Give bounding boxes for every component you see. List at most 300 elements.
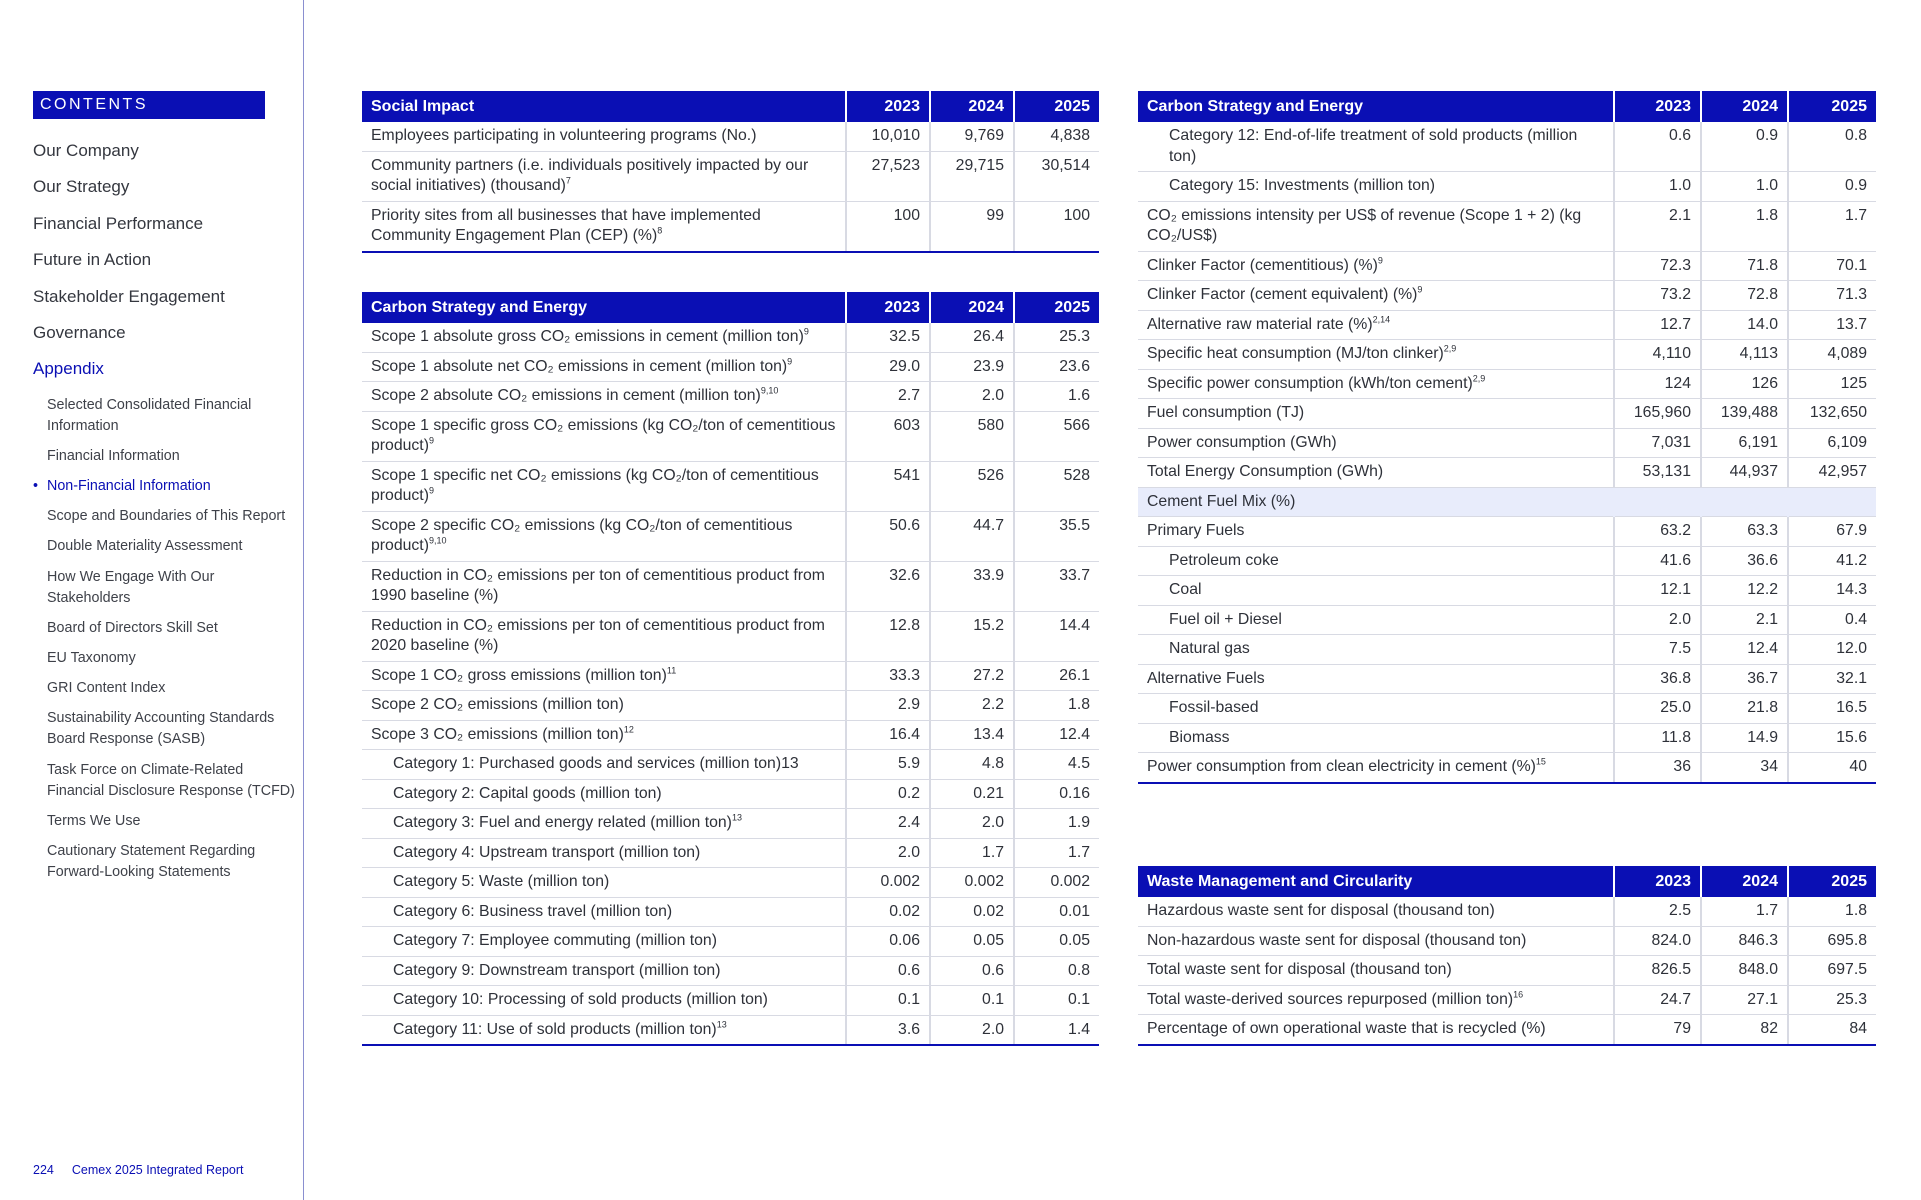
table-row <box>362 611 1099 661</box>
table-row <box>1138 517 1876 547</box>
value-2025: 26.1 <box>1014 661 1099 691</box>
value-2024: 99 <box>930 201 1014 252</box>
metric-label-text: Scope 2 CO₂ emissions (million ton) <box>371 696 624 713</box>
value-2023: 25.0 <box>1614 694 1701 724</box>
sidebar <box>0 0 304 1200</box>
value-2023: 29.0 <box>846 352 930 382</box>
value-2024: 0.05 <box>930 927 1014 957</box>
value-2023: 53,131 <box>1614 458 1701 488</box>
metric-label-text: Community partners (i.e. individuals positively impacted by our social initiatives) (thousand) <box>371 156 809 194</box>
value-2025: 15.6 <box>1788 723 1876 753</box>
footnote-ref: 9 <box>428 435 434 446</box>
table-row <box>362 151 1099 201</box>
value-2023: 824.0 <box>1614 926 1701 956</box>
value-2023: 0.06 <box>846 927 930 957</box>
value-2024: 36.6 <box>1701 546 1788 576</box>
table-title: Carbon Strategy and Energy <box>362 292 846 323</box>
table-row <box>1138 369 1876 399</box>
metric-label-text: Primary Fuels <box>1147 522 1245 539</box>
table-header-row <box>1138 866 1876 897</box>
table-header-row <box>362 292 1099 323</box>
metric-label-text: Fossil-based <box>1169 699 1259 716</box>
metric-label <box>1138 753 1614 783</box>
value-2024 <box>1701 487 1788 517</box>
metric-label <box>1138 281 1614 311</box>
table-row <box>1138 201 1876 251</box>
nav-our-company[interactable]: Our Company <box>33 141 139 160</box>
metric-label <box>362 838 846 868</box>
value-2024: 14.0 <box>1701 310 1788 340</box>
value-2023: 63.2 <box>1614 517 1701 547</box>
nav-governance[interactable]: Governance <box>33 322 126 342</box>
metric-label <box>362 661 846 691</box>
metric-label-text: Category 6: Business travel (million ton) <box>393 902 673 920</box>
table-row <box>1138 664 1876 694</box>
value-2025: 33.7 <box>1014 561 1099 611</box>
table-row <box>362 868 1099 898</box>
metric-label <box>1138 487 1614 517</box>
metric-label-text: Clinker Factor (cement equivalent) (%) <box>1147 286 1418 303</box>
table-row <box>362 382 1099 412</box>
table-row <box>362 561 1099 611</box>
year-header: 2024 <box>930 292 1014 323</box>
metric-label-text: Scope 1 CO₂ gross emissions (million ton) <box>371 666 667 684</box>
year-header: 2025 <box>1788 866 1876 897</box>
value-2023: 7,031 <box>1614 428 1701 458</box>
value-2023: 2.0 <box>846 838 930 868</box>
value-2024: 13.4 <box>930 720 1014 750</box>
social-impact-table <box>362 91 1099 253</box>
table-title: Waste Management and Circularity <box>1138 866 1614 897</box>
value-2023: 0.02 <box>846 897 930 927</box>
value-2024: 27.2 <box>930 661 1014 691</box>
value-2024: 0.1 <box>930 986 1014 1016</box>
metric-label <box>362 461 846 511</box>
metric-label-text: Hazardous waste sent for disposal (thousand ton) <box>1147 902 1495 919</box>
value-2025: 14.4 <box>1014 611 1099 661</box>
value-2024: 9,769 <box>930 122 1014 151</box>
value-2025: 35.5 <box>1014 511 1099 561</box>
metric-label-text: Specific power consumption (kWh/ton cement) <box>1147 374 1473 392</box>
table-row <box>1138 635 1876 665</box>
value-2023: 124 <box>1614 369 1701 399</box>
table-row <box>362 122 1099 151</box>
year-header: 2025 <box>1014 91 1099 122</box>
value-2024: 44.7 <box>930 511 1014 561</box>
value-2023: 73.2 <box>1614 281 1701 311</box>
value-2023: 2.9 <box>846 691 930 721</box>
table-row <box>362 927 1099 957</box>
nav-appendix[interactable]: Appendix <box>33 359 104 379</box>
value-2025: 566 <box>1014 411 1099 461</box>
value-2023: 32.5 <box>846 323 930 352</box>
value-2023: 7.5 <box>1614 635 1701 665</box>
nav-board-skill-set[interactable]: Board of Directors Skill Set <box>47 619 218 636</box>
table-row <box>362 691 1099 721</box>
table-row <box>1138 753 1876 783</box>
table-row <box>362 411 1099 461</box>
metric-label <box>1138 897 1614 926</box>
metric-label <box>362 611 846 661</box>
metric-label <box>362 561 846 611</box>
value-2025: 1.7 <box>1014 838 1099 868</box>
table-header-row <box>1138 91 1876 122</box>
value-2024: 14.9 <box>1701 723 1788 753</box>
value-2023: 1.0 <box>1614 172 1701 202</box>
table-row <box>1138 723 1876 753</box>
nav-terms-we-use[interactable]: Terms We Use <box>47 812 141 829</box>
metric-label-text: Coal <box>1169 581 1202 598</box>
value-2023: 12.1 <box>1614 576 1701 606</box>
value-2023: 79 <box>1614 1015 1701 1045</box>
value-2023: 3.6 <box>846 1015 930 1045</box>
metric-label <box>1138 340 1614 370</box>
value-2025: 4.5 <box>1014 750 1099 780</box>
metric-label <box>362 986 846 1016</box>
metric-label <box>362 411 846 461</box>
table-row <box>1138 428 1876 458</box>
metric-label <box>362 809 846 839</box>
value-2024: 848.0 <box>1701 956 1788 986</box>
table-row <box>362 956 1099 986</box>
metric-label <box>362 750 846 780</box>
value-2025: 13.7 <box>1788 310 1876 340</box>
year-header: 2023 <box>846 91 930 122</box>
value-2024: 63.3 <box>1701 517 1788 547</box>
nav-cautionary-statement[interactable]: Cautionary Statement Regarding Forward-Looking Statements <box>47 842 256 880</box>
value-2024: 139,488 <box>1701 399 1788 429</box>
metric-label <box>1138 517 1614 547</box>
nav-double-materiality-assessment[interactable]: Double Materiality Assessment <box>47 538 243 555</box>
metric-label-text: Scope 1 absolute net CO₂ emissions in cement (million ton) <box>371 357 788 375</box>
nav-financial-information[interactable]: Financial Information <box>47 447 180 464</box>
metric-label-text: Specific heat consumption (MJ/ton clinker) <box>1147 345 1444 362</box>
metric-label-text: Percentage of own operational waste that is recycled (%) <box>1147 1020 1546 1037</box>
year-header: 2024 <box>1701 91 1788 122</box>
year-header: 2024 <box>930 91 1014 122</box>
value-2024: 6,191 <box>1701 428 1788 458</box>
metric-label <box>362 1015 846 1045</box>
table-row <box>362 323 1099 352</box>
metric-label-text: Category 2: Capital goods (million ton) <box>393 784 662 802</box>
value-2023: 2.1 <box>1614 201 1701 251</box>
value-2023: 36 <box>1614 753 1701 783</box>
metric-label <box>362 352 846 382</box>
value-2025: 0.16 <box>1014 779 1099 809</box>
metric-label-text: Category 11: Use of sold products (million ton) <box>393 1020 717 1038</box>
metric-label-text: Category 15: Investments (million ton) <box>1169 177 1436 194</box>
value-2025: 1.6 <box>1014 382 1099 412</box>
metric-label <box>1138 723 1614 753</box>
metric-label <box>362 956 846 986</box>
value-2025: 697.5 <box>1788 956 1876 986</box>
value-2023: 32.6 <box>846 561 930 611</box>
table-row <box>362 750 1099 780</box>
metric-label-text: Biomass <box>1169 728 1230 746</box>
nav-selected-consolidated-financial-information[interactable]: Selected Consolidated Financial Information <box>47 396 252 434</box>
value-2023: 2.7 <box>846 382 930 412</box>
year-header: 2023 <box>846 292 930 323</box>
value-2023: 826.5 <box>1614 956 1701 986</box>
value-2025: 1.8 <box>1014 691 1099 721</box>
value-2025 <box>1788 487 1876 517</box>
value-2025: 0.05 <box>1014 927 1099 957</box>
metric-label-text: Reduction in CO₂ emissions per ton of cementitious product from 1990 baseline (%) <box>371 566 825 604</box>
metric-label-text: Category 10: Processing of sold products (million ton) <box>393 991 768 1008</box>
report-name: Cemex 2025 Integrated Report <box>71 1163 244 1177</box>
metric-label <box>362 779 846 809</box>
value-2025: 100 <box>1014 201 1099 252</box>
footnote-ref: 2,9 <box>1472 373 1486 384</box>
table-row <box>362 809 1099 839</box>
value-2024: 33.9 <box>930 561 1014 611</box>
value-2024: 0.02 <box>930 897 1014 927</box>
value-2024: 71.8 <box>1701 251 1788 281</box>
value-2025: 40 <box>1788 753 1876 783</box>
footnote-ref: 9 <box>803 326 809 337</box>
metric-label <box>362 868 846 898</box>
current-page-bullet-icon: • <box>33 478 39 495</box>
value-2023: 24.7 <box>1614 985 1701 1015</box>
table-row <box>362 779 1099 809</box>
value-2023: 10,010 <box>846 122 930 151</box>
carbon-strategy-table-right <box>1138 91 1876 784</box>
metric-label-text: Scope 2 specific CO₂ emissions (kg CO₂/ton of cementitious product) <box>371 516 793 554</box>
value-2025: 12.0 <box>1788 635 1876 665</box>
table-row <box>1138 172 1876 202</box>
footnote-ref: 12 <box>623 724 634 735</box>
table-row <box>362 352 1099 382</box>
metric-label-text: Scope 3 CO₂ emissions (million ton) <box>371 725 624 743</box>
table-row <box>1138 487 1876 517</box>
value-2024: 2.0 <box>930 809 1014 839</box>
value-2023: 0.6 <box>1614 122 1701 172</box>
table-row <box>362 838 1099 868</box>
table-row <box>1138 926 1876 956</box>
footnote-ref: 11 <box>666 665 677 676</box>
value-2025: 25.3 <box>1788 985 1876 1015</box>
value-2025: 695.8 <box>1788 926 1876 956</box>
nav-how-we-engage[interactable]: How We Engage With Our Stakeholders <box>47 568 215 606</box>
value-2025: 14.3 <box>1788 576 1876 606</box>
metric-label-text: Category 9: Downstream transport (million ton) <box>393 961 721 979</box>
table-row <box>1138 694 1876 724</box>
value-2024: 21.8 <box>1701 694 1788 724</box>
nav-non-financial-information[interactable]: • Non-Financial Information <box>33 476 298 497</box>
metric-label-text: Alternative Fuels <box>1147 669 1265 687</box>
metric-label <box>1138 251 1614 281</box>
value-2023: 2.0 <box>1614 605 1701 635</box>
footnote-ref: 13 <box>731 812 742 823</box>
metric-label <box>1138 122 1614 172</box>
metric-label <box>362 323 846 352</box>
page-footer <box>33 1163 262 1177</box>
value-2023: 2.4 <box>846 809 930 839</box>
value-2025: 528 <box>1014 461 1099 511</box>
metric-label <box>362 897 846 927</box>
value-2025: 0.8 <box>1014 956 1099 986</box>
metric-label <box>1138 956 1614 986</box>
value-2023: 5.9 <box>846 750 930 780</box>
value-2024: 4,113 <box>1701 340 1788 370</box>
nav-future-in-action[interactable]: Future in Action <box>33 250 152 270</box>
nav-sasb[interactable]: Sustainability Accounting Standards Board Response (SASB) <box>47 710 275 748</box>
metric-label-text: Total Energy Consumption (GWh) <box>1147 463 1384 480</box>
metric-label-text: Non-hazardous waste sent for disposal (thousand ton) <box>1147 931 1527 949</box>
value-2023: 41.6 <box>1614 546 1701 576</box>
value-2023: 165,960 <box>1614 399 1701 429</box>
value-2024: 4.8 <box>930 750 1014 780</box>
metric-label <box>1138 576 1614 606</box>
metric-label <box>362 151 846 201</box>
year-header: 2024 <box>1701 866 1788 897</box>
value-2025: 125 <box>1788 369 1876 399</box>
footnote-ref: 9,10 <box>428 535 447 546</box>
value-2024: 26.4 <box>930 323 1014 352</box>
value-2023: 0.002 <box>846 868 930 898</box>
table-row <box>1138 956 1876 986</box>
metric-label <box>1138 694 1614 724</box>
metric-label-text: Employees participating in volunteering programs (No.) <box>371 127 757 144</box>
footnote-ref: 9 <box>1377 255 1383 266</box>
value-2025: 42,957 <box>1788 458 1876 488</box>
nav-tcfd[interactable]: Task Force on Climate-Related Financial Disclosure Response (TCFD) <box>47 761 295 799</box>
metric-label <box>1138 985 1614 1015</box>
footnote-ref: 9 <box>1417 284 1423 295</box>
table-row <box>1138 897 1876 926</box>
metric-label <box>1138 458 1614 488</box>
table-row <box>1138 605 1876 635</box>
value-2023: 0.2 <box>846 779 930 809</box>
value-2023: 11.8 <box>1614 723 1701 753</box>
metric-label <box>362 720 846 750</box>
metric-label-text: Cement Fuel Mix (%) <box>1147 492 1296 510</box>
metric-label-text: Category 4: Upstream transport (million ton) <box>393 843 701 861</box>
table-row <box>1138 546 1876 576</box>
table-row <box>362 661 1099 691</box>
value-2025: 4,089 <box>1788 340 1876 370</box>
value-2024: 29,715 <box>930 151 1014 201</box>
value-2024: 0.6 <box>930 956 1014 986</box>
value-2024: 12.2 <box>1701 576 1788 606</box>
metric-label-text: Category 12: End-of-life treatment of sold products (million ton) <box>1169 127 1578 165</box>
footnote-ref: 9 <box>428 485 434 496</box>
metric-label-text: Category 7: Employee commuting (million ton) <box>393 932 717 949</box>
nav-eu-taxonomy[interactable]: EU Taxonomy <box>47 650 136 667</box>
value-2025: 84 <box>1788 1015 1876 1045</box>
value-2023: 100 <box>846 201 930 252</box>
metric-label-text: Natural gas <box>1169 640 1250 657</box>
nav-scope-and-boundaries[interactable]: Scope and Boundaries of This Report <box>47 508 286 525</box>
table-row <box>1138 985 1876 1015</box>
value-2025: 25.3 <box>1014 323 1099 352</box>
value-2023: 12.8 <box>846 611 930 661</box>
metric-label-text: Scope 2 absolute CO₂ emissions in cement (million ton) <box>371 387 761 404</box>
metric-label-text: Alternative raw material rate (%) <box>1147 315 1373 333</box>
value-2023 <box>1614 487 1701 517</box>
metric-label <box>362 201 846 252</box>
value-2023: 72.3 <box>1614 251 1701 281</box>
metric-label-text: Scope 1 specific gross CO₂ emissions (kg CO₂/ton of cementitious product) <box>371 416 836 454</box>
footnote-ref: 9 <box>787 356 793 367</box>
table-row <box>1138 340 1876 370</box>
metric-label-text: Total waste-derived sources repurposed (million ton) <box>1147 990 1514 1008</box>
value-2023: 541 <box>846 461 930 511</box>
nav-financial-performance[interactable]: Financial Performance <box>33 213 204 233</box>
contents-header: CONTENTS <box>33 91 265 119</box>
metric-label-text: Fuel oil + Diesel <box>1169 610 1282 628</box>
page-number: 224 <box>33 1163 54 1177</box>
value-2025: 70.1 <box>1788 251 1876 281</box>
value-2025: 71.3 <box>1788 281 1876 311</box>
nav-stakeholder-engagement[interactable]: Stakeholder Engagement <box>33 286 225 306</box>
value-2025: 1.4 <box>1014 1015 1099 1045</box>
value-2024: 27.1 <box>1701 985 1788 1015</box>
value-2025: 0.1 <box>1014 986 1099 1016</box>
value-2024: 2.0 <box>930 382 1014 412</box>
value-2024: 0.21 <box>930 779 1014 809</box>
year-header: 2023 <box>1614 91 1701 122</box>
value-2024: 2.2 <box>930 691 1014 721</box>
footnote-ref: 13 <box>716 1019 727 1030</box>
value-2023: 12.7 <box>1614 310 1701 340</box>
value-2024: 82 <box>1701 1015 1788 1045</box>
table-row <box>1138 281 1876 311</box>
carbon-strategy-table-left <box>362 292 1099 1046</box>
value-2025: 41.2 <box>1788 546 1876 576</box>
metric-label <box>362 927 846 957</box>
nav-our-strategy[interactable]: Our Strategy <box>33 177 130 197</box>
value-2025: 0.9 <box>1788 172 1876 202</box>
value-2024: 12.4 <box>1701 635 1788 665</box>
metric-label <box>1138 310 1614 340</box>
value-2024: 2.0 <box>930 1015 1014 1045</box>
table-row <box>1138 1015 1876 1045</box>
value-2023: 2.5 <box>1614 897 1701 926</box>
metric-label-text: Fuel consumption (TJ) <box>1147 404 1305 421</box>
metric-label <box>1138 1015 1614 1045</box>
metric-label <box>362 511 846 561</box>
metric-label-text: Scope 1 absolute gross CO₂ emissions in cement (million ton) <box>371 328 804 345</box>
value-2025: 12.4 <box>1014 720 1099 750</box>
value-2024: 0.002 <box>930 868 1014 898</box>
footnote-ref: 7 <box>565 175 571 186</box>
value-2023: 36.8 <box>1614 664 1701 694</box>
table-row <box>1138 576 1876 606</box>
table-row <box>362 1015 1099 1045</box>
metric-label <box>1138 369 1614 399</box>
metric-label-text: CO₂ emissions intensity per US$ of revenue (Scope 1 + 2) (kg CO₂/US$) <box>1147 206 1582 244</box>
table-row <box>362 201 1099 252</box>
nav-gri-content-index[interactable]: GRI Content Index <box>47 680 166 697</box>
metric-label-text: Clinker Factor (cementitious) (%) <box>1147 256 1378 274</box>
metric-label-text: Category 3: Fuel and energy related (million ton) <box>393 814 732 831</box>
metric-label-text: Power consumption (GWh) <box>1147 433 1337 451</box>
value-2024: 2.1 <box>1701 605 1788 635</box>
table-row <box>362 461 1099 511</box>
value-2025: 1.7 <box>1788 201 1876 251</box>
metric-label <box>1138 428 1614 458</box>
waste-management-table <box>1138 866 1876 1046</box>
metric-label-text: Petroleum coke <box>1169 551 1279 569</box>
metric-label <box>1138 926 1614 956</box>
value-2024: 1.8 <box>1701 201 1788 251</box>
value-2024: 1.0 <box>1701 172 1788 202</box>
value-2024: 44,937 <box>1701 458 1788 488</box>
value-2024: 15.2 <box>930 611 1014 661</box>
year-header: 2023 <box>1614 866 1701 897</box>
table-row <box>1138 399 1876 429</box>
